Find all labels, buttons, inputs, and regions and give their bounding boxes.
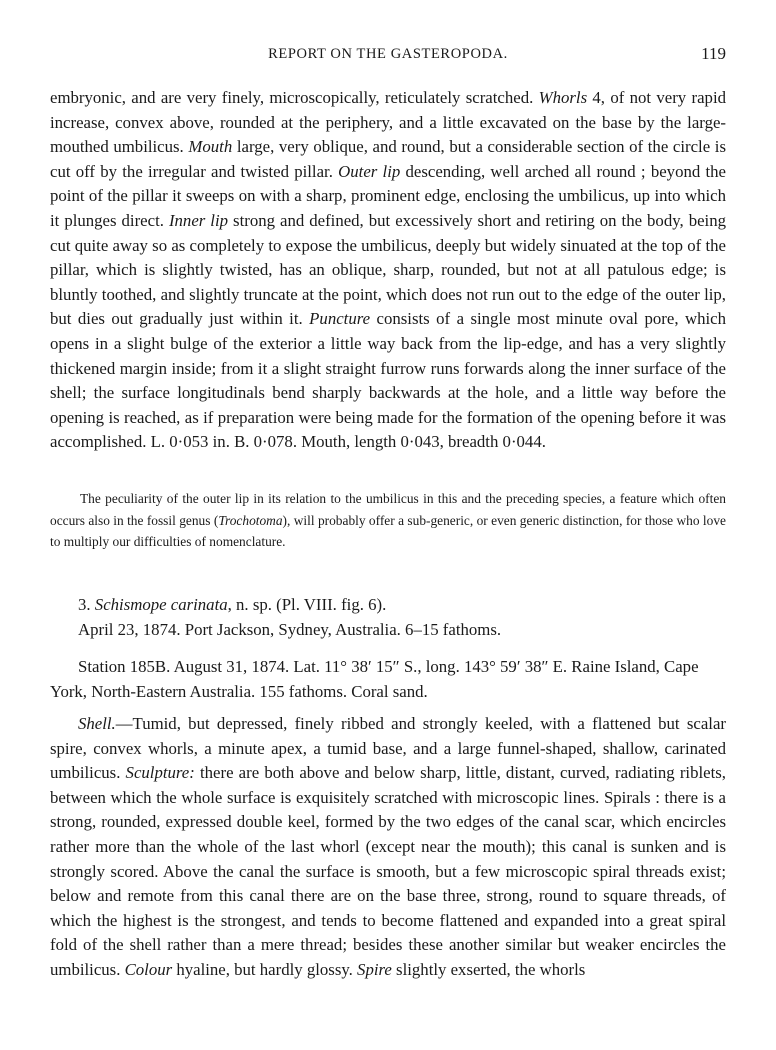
description-run-6: descending, well arched all round ; beyond the point of the pillar it sweeps on with a sharp, prominent edge, enclosing the umbilicus, up into which it plunges direct.	[50, 161, 726, 230]
shell-run-7: slightly exserted, the whorls	[391, 959, 586, 979]
footnote-run-0: The peculiarity of the outer lip in its relation to the umbilicus in this and the preceding species, a feature which often occurs also in the fossil genus (	[50, 491, 726, 528]
footnote-run-2: ), will probably offer a sub-generic, or even generic distinction, for those who love to multiply our difficulties of nomenclature.	[50, 512, 726, 549]
footnote-text	[50, 488, 726, 553]
station-record	[50, 654, 726, 704]
description-run-5: Outer lip	[338, 161, 401, 181]
species-number: 3.	[78, 595, 91, 614]
footnote	[50, 488, 726, 553]
species-suffix: , n. sp. (Pl. VIII. fig. 6).	[227, 595, 387, 614]
description-run-9: Puncture	[309, 309, 371, 329]
station-label-suffix: B	[154, 657, 167, 676]
description-run-7: Inner lip	[168, 210, 229, 230]
shell-run-5: hyaline, but hardly glossy.	[172, 959, 358, 979]
station-details: . August 31, 1874. Lat. 11° 38′ 15″ S., long. 143° 59′ 38″ E. Raine Island, Cape York, North-Eastern Australia. 155 fathoms. Coral sand.	[50, 657, 699, 701]
description-run-0: embryonic, and are very finely, microscopically, reticulately scratched.	[50, 88, 539, 107]
species-name: Schismope carinata	[94, 595, 228, 614]
shell-run-2: Sculpture:	[125, 763, 195, 783]
shell-description	[50, 712, 726, 983]
species-description	[50, 86, 726, 455]
station-text	[50, 654, 726, 704]
description-run-1: Whorls	[538, 88, 588, 107]
species-title-line	[50, 592, 726, 617]
description-paragraph	[50, 86, 726, 455]
description-run-3: Mouth	[188, 137, 233, 157]
shell-run-4: Colour	[124, 959, 173, 979]
shell-run-0: Shell.	[78, 714, 116, 733]
description-run-8: strong and defined, but excessively short and retiring on the body, being cut quite away so as completely to expose the umbilicus, deeply but widely sinuated at the top of the pillar, which is slightly twisted, has an oblique, sharp, rounded, but not at all patulous edge; is bluntly toothed, and slightly truncate at the point, which does not run out to the edge of the outer lip, but dies out gradually just within it.	[50, 210, 726, 329]
shell-paragraph	[50, 712, 726, 983]
species-locality: April 23, 1874. Port Jackson, Sydney, Australia. 6–15 fathoms.	[78, 620, 502, 639]
species-heading	[50, 592, 726, 642]
station-label: Station 185	[78, 657, 155, 676]
page-header	[0, 44, 776, 66]
page-number: 119	[701, 44, 726, 63]
running-title: REPORT ON THE GASTEROPODA.	[268, 46, 508, 62]
description-run-10: consists of a single most minute oval pore, which opens in a slight bulge of the exterior a little way back from the lip-edge, and has a very slightly thickened margin inside; from it a slight straight furrow runs forwards along the inner surface of the shell; the surface longitudinals bend sharply backwards at the hole, and a little way before the opening is reached, as if preparation were being made for the formation of the opening before it was accomplished. L. 0·053 in. B. 0·078. Mouth, length 0·043, breadth 0·044.	[50, 309, 727, 452]
shell-run-6: Spire	[357, 959, 392, 979]
description-run-4: large, very oblique, and round, but a considerable section of the circle is cut off by the irregular and twisted pillar.	[50, 137, 726, 181]
footnote-run-1: Trochotoma	[218, 512, 283, 528]
shell-run-3: there are both above and below sharp, little, distant, curved, radiating riblets, between which the whole surface is exquisitely scratched with microscopic lines. Spirals : there is a strong, rounded, expressed double keel, formed by the two edges of the canal scar, which encircles rather more than the whole of the last whorl (except near the mouth); this canal is sunken and is strongly scored. Above the canal the surface is smooth, but a few microscopic spiral threads exist; below and remote from this canal there are on the base three, strong, round to square threads, of which the highest is the strongest, and tends to become flattened and expanded into a great spiral fold of the shell rather than a mere thread; besides these another similar but weaker encircles the umbilicus.	[50, 763, 726, 979]
shell-run-1: —Tumid, but depressed, finely ribbed and strongly keeled, with a flattened but scalar spire, convex whorls, a minute apex, a tumid base, and a large funnel-shaped, shallow, carinated umbilicus.	[50, 714, 726, 783]
description-run-2: 4, of not very rapid increase, convex above, rounded at the periphery, and a little excavated on the base by the large-mouthed umbilicus.	[50, 88, 726, 157]
